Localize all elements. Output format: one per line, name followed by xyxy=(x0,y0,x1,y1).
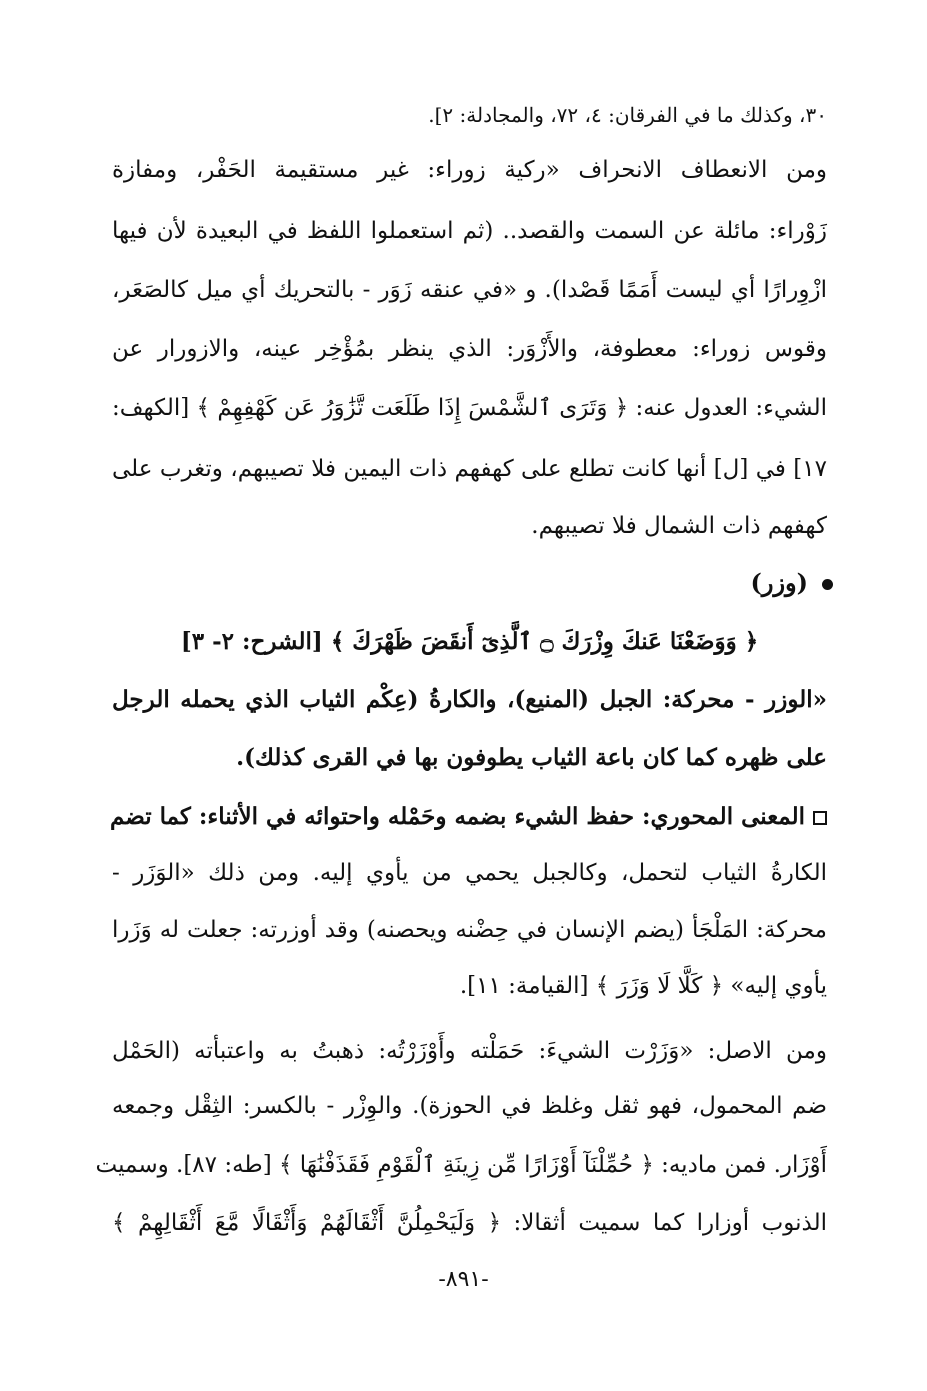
quran-verse-line: ﴿ وَوَضَعْنَا عَنكَ وِزْرَكَ ۝ ٱلَّذِىٓ أَنقَضَ ظَهْرَكَ ﴾ [الشرح: ٢- ٣] xyxy=(180,628,759,655)
core-meaning-line-1-text: المعنى المحوري: حفظ الشيء بضمه وحَمْله واحتوائه في الأثناء: كما تضم xyxy=(109,803,805,830)
definition-line-1: «الوزر - محركة: الجبل (المنيع)، والكارةُ (عِكْم الثياب الذي يحمله الرجل xyxy=(112,686,827,713)
core-meaning-line-3: محركة: المَلْجَأ (يضم الإنسان في حِضْنه ويحصنه) وقد أوزرته: جعلت له وَزَرا xyxy=(112,917,827,943)
root-heading xyxy=(751,566,833,600)
core-meaning-line-1 xyxy=(109,800,827,840)
bullet-icon xyxy=(822,579,833,590)
core-meaning-line-2: الكارةُ الثياب لتحمل، وكالجبل يحمي من يأوي إليه. ومن ذلك «الوَزَر - xyxy=(112,860,827,886)
paragraph-zawar-line-1: ومن الانعطاف الانحراف «ركية زوراء: غير مستقيمة الحَفْر، ومفازة xyxy=(112,157,827,183)
paragraph-origin-line-3: أَوْزَار. فمن ماديه: ﴿ حُمِّلْنَآ أَوْزَارًا مِّن زِينَةِ ٱلْقَوْمِ فَقَذَفْنَٰهَا ﴾ [طه: ٨٧]. وسميت xyxy=(95,1152,827,1178)
continuation-reference-line: ٣٠، وكذلك ما في الفرقان: ٤، ٧٢، والمجادلة: ٢]. xyxy=(428,103,827,127)
paragraph-zawar-line-7: كهفهم ذات الشمال فلا تصيبهم. xyxy=(531,513,827,539)
definition-line-2: على ظهره كما كان باعة الثياب يطوفون بها في القرى كذلك). xyxy=(236,744,827,771)
paragraph-origin-line-2: ضم المحمول، فهو ثقل وغلظ في الحوزة). والوِزْر - بالكسر: الثِقْل وجمعه xyxy=(112,1093,827,1119)
paragraph-origin-line-4: الذنوب أوزارا كما سميت أثقالا: ﴿ وَلَيَحْمِلُنَّ أَثْقَالَهُمْ وَأَثْقَالًا مَّعَ أَثْقَالِهِمْ ﴾ xyxy=(112,1210,827,1236)
paragraph-zawar-line-6: ١٧] في [ل] أنها كانت تطلع على كهفهم ذات اليمين فلا تصيبهم، وتغرب على xyxy=(112,456,827,482)
core-meaning-line-4: يأوي إليه» ﴿ كَلَّا لَا وَزَرَ ﴾ [القيامة: ١١]. xyxy=(459,973,827,999)
paragraph-zawar-line-5: الشيء: العدول عنه: ﴿ وَتَرَى ٱلشَّمْسَ إِذَا طَلَعَت تَّزَٰوَرُ عَن كَهْفِهِمْ ﴾ [الكهف: xyxy=(112,395,827,421)
paragraph-zawar-line-4: وقوس زوراء: معطوفة، والأَزْوَر: الذي ينظر بمُؤْخِر عينه، والازورار عن xyxy=(112,336,827,362)
paragraph-zawar-line-2: زَوْراء: مائلة عن السمت والقصد.. (ثم استعملوا اللفظ في البعيدة لأن فيها xyxy=(112,218,827,244)
root-heading-text: (وزر) xyxy=(750,568,808,597)
paragraph-origin-line-1: ومن الاصل: «وَزَرْت الشيءَ: حَمَلْته وأَوْزَرْتُه: ذهبتُ به واعتبأته (الحَمْل xyxy=(112,1038,827,1064)
paragraph-zawar-line-3: ازْوِرارًا أي ليست أَمَمًا قَصْدا). و «في عنقه زَوَر - بالتحريك أي ميل كالصَعَر، xyxy=(112,277,827,303)
page-number: -٨٩١- xyxy=(438,1267,489,1292)
square-marker-icon xyxy=(813,811,827,825)
